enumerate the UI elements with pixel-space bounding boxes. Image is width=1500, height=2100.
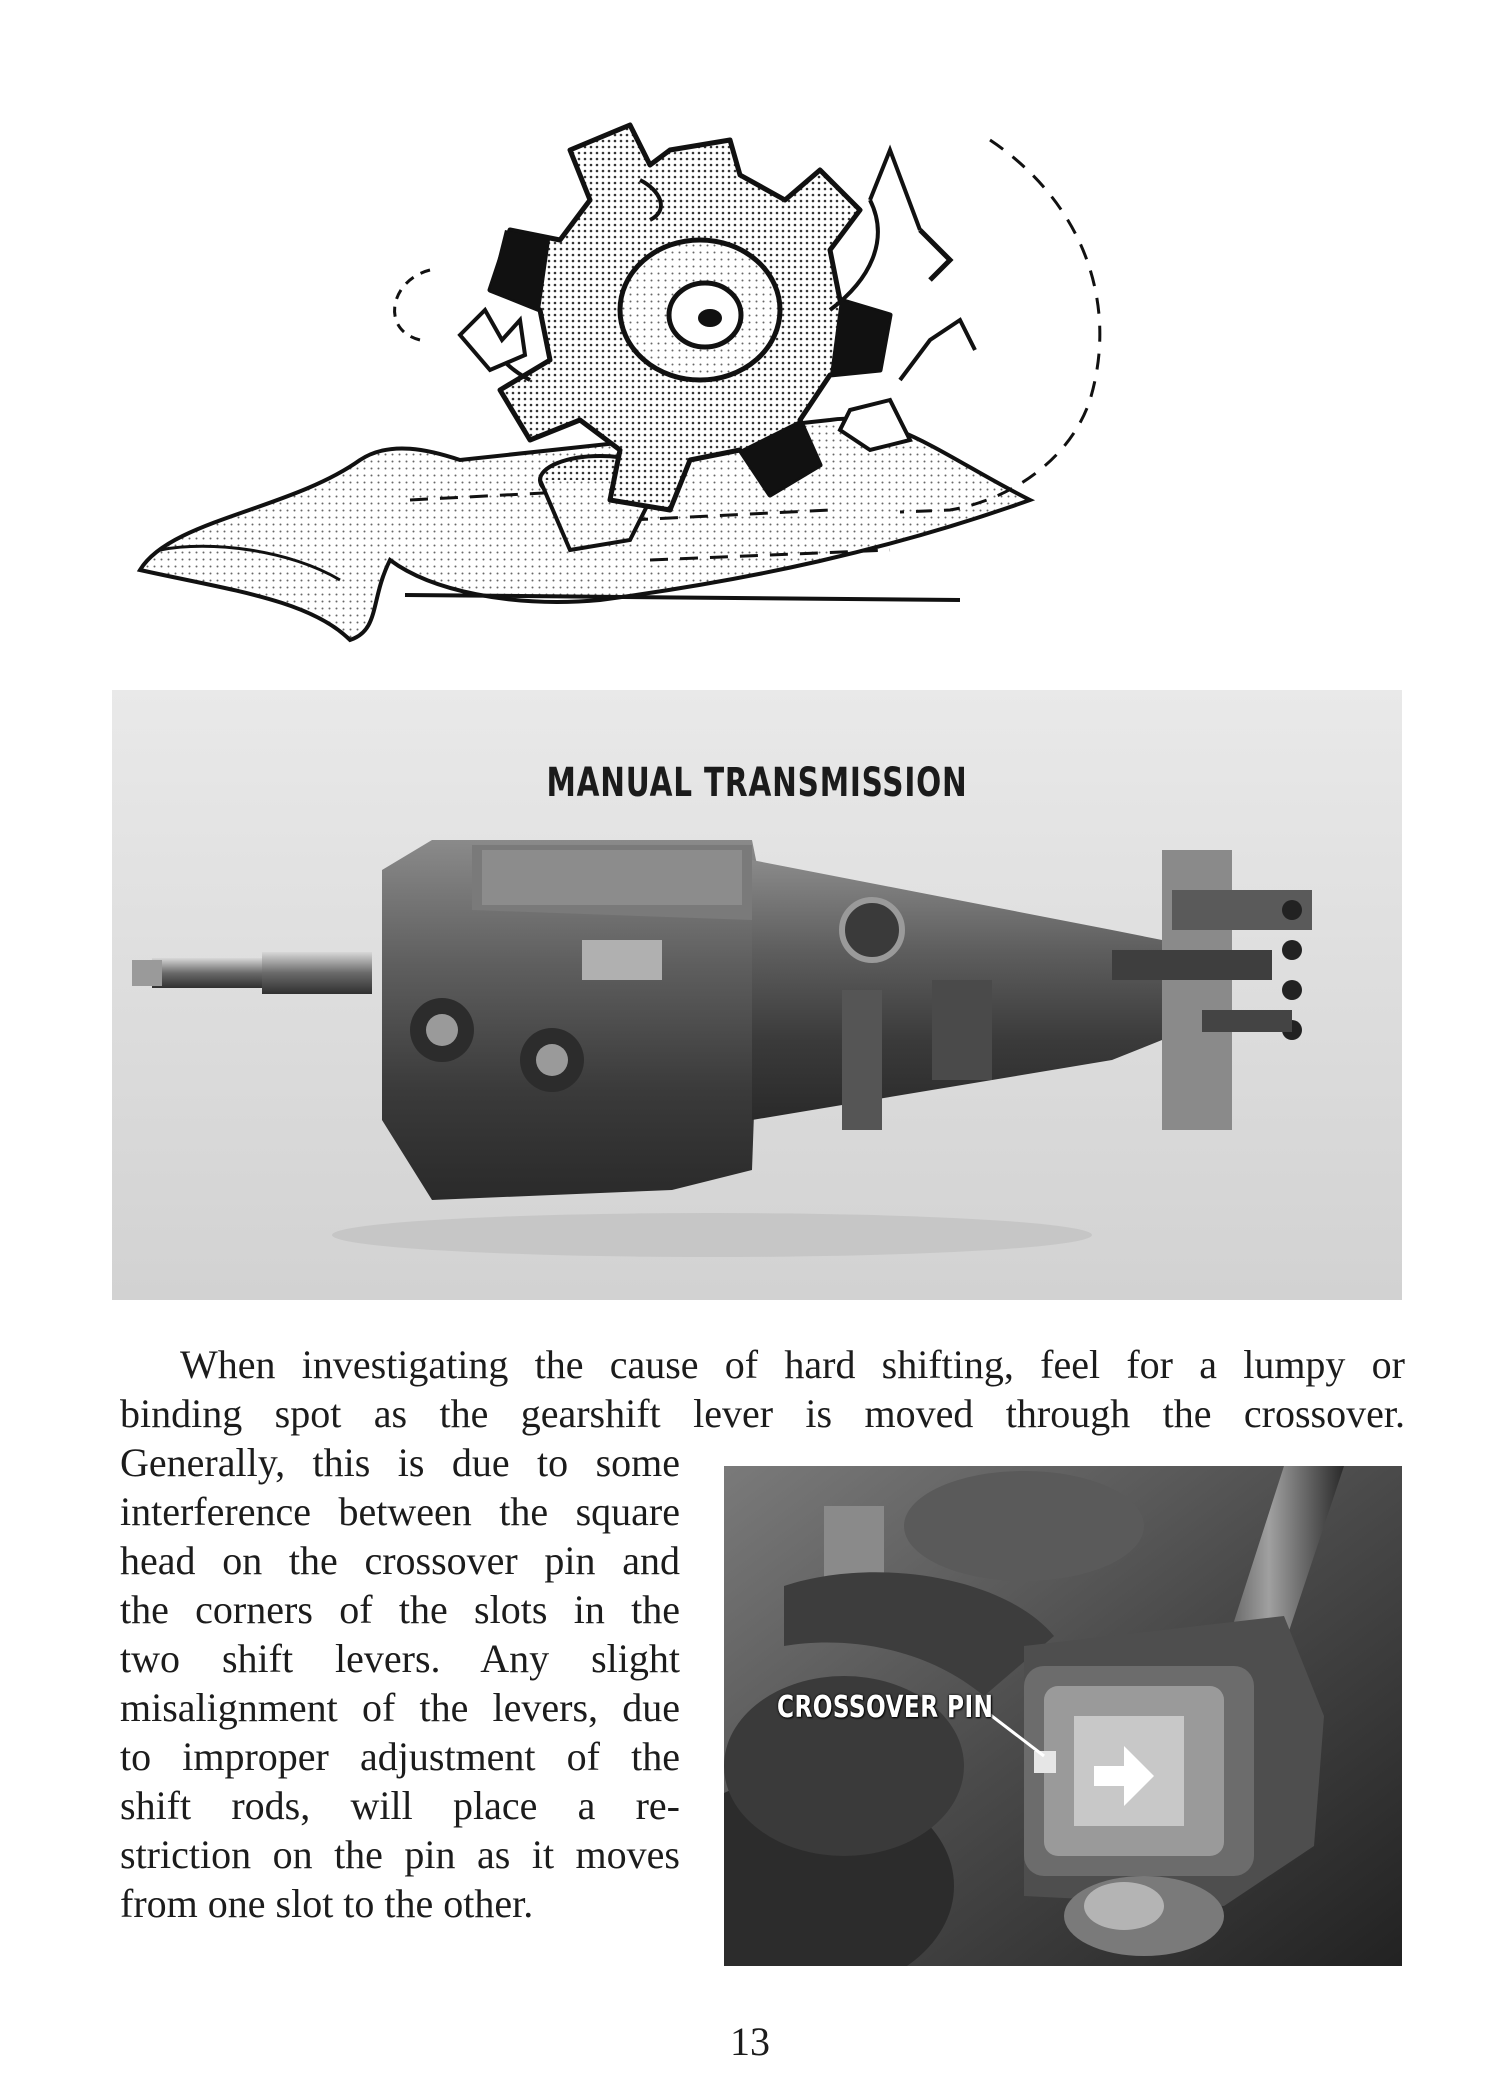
text-line: two shift levers. Any slight bbox=[120, 1636, 680, 1681]
intro-paragraph bbox=[120, 1340, 1405, 1438]
column-paragraph bbox=[120, 1438, 680, 1928]
text-line: the corners of the slots in the bbox=[120, 1587, 680, 1632]
text-line: head on the crossover pin and bbox=[120, 1538, 680, 1583]
crossover-pin-label: CROSSOVER PIN bbox=[777, 1690, 994, 1725]
text-line: binding spot as the gearshift lever is moved through the crossover. bbox=[120, 1391, 1405, 1436]
manual-transmission-photo bbox=[112, 690, 1402, 1300]
crossover-pin-photo bbox=[724, 1466, 1402, 1966]
text-line: from one slot to the other. bbox=[120, 1881, 534, 1926]
text-line: When investigating the cause of hard shifting, feel for a lumpy or bbox=[180, 1342, 1405, 1387]
page-number: 13 bbox=[730, 2019, 770, 2064]
figure-caption: MANUAL TRANSMISSION bbox=[546, 760, 968, 806]
text-line: shift rods, will place a re- bbox=[120, 1783, 680, 1828]
text-line: striction on the pin as it moves bbox=[120, 1832, 680, 1877]
cartoon-gear-illustration bbox=[130, 80, 1250, 660]
text-line: to improper adjustment of the bbox=[120, 1734, 680, 1779]
text-line: misalignment of the levers, due bbox=[120, 1685, 680, 1730]
text-line: interference between the square bbox=[120, 1489, 680, 1534]
text-line: Generally, this is due to some bbox=[120, 1440, 680, 1485]
